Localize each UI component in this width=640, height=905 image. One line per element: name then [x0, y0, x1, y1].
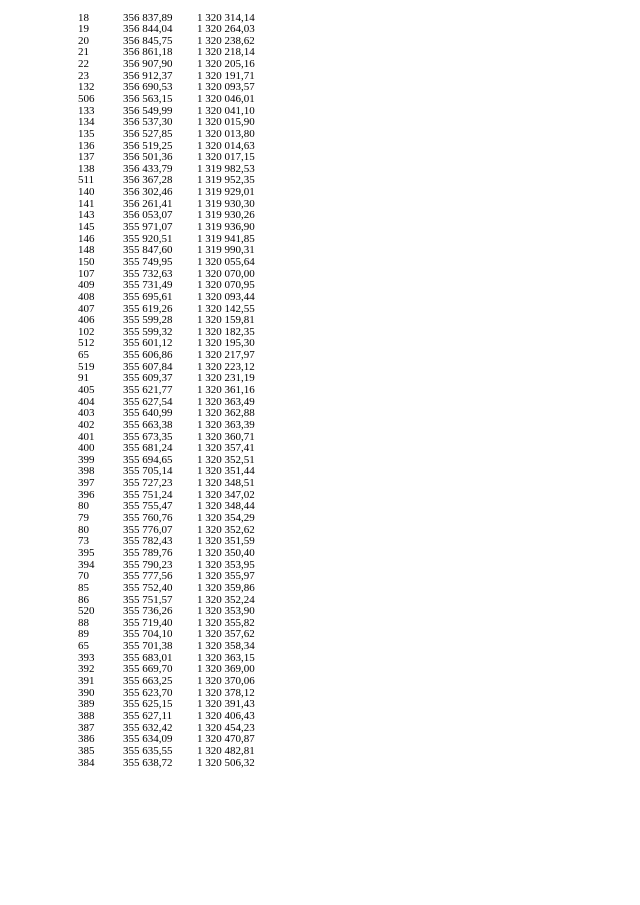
- x-coordinate: 355 751,24: [123, 488, 173, 501]
- table-row: [0, 548, 640, 560]
- table-row: [0, 478, 640, 490]
- x-coordinate: 355 638,72: [123, 756, 173, 769]
- point-number: 73: [78, 535, 89, 548]
- table-row: [0, 304, 640, 316]
- point-number: 140: [78, 186, 95, 199]
- x-coordinate: 355 719,40: [123, 616, 173, 629]
- table-row: [0, 676, 640, 688]
- table-row: [0, 129, 640, 141]
- coordinate-table: [0, 13, 640, 770]
- x-coordinate: 355 619,26: [123, 302, 173, 315]
- y-coordinate: 1 320 264,03: [197, 23, 255, 36]
- y-coordinate: 1 320 015,90: [197, 116, 255, 129]
- x-coordinate: 356 537,30: [123, 116, 173, 129]
- y-coordinate: 1 320 352,62: [197, 523, 255, 536]
- table-row: [0, 245, 640, 257]
- table-row: [0, 187, 640, 199]
- point-number: 409: [78, 279, 95, 292]
- table-row: [0, 141, 640, 153]
- y-coordinate: 1 320 355,82: [197, 616, 255, 629]
- table-row: [0, 350, 640, 362]
- y-coordinate: 1 320 046,01: [197, 92, 255, 105]
- x-coordinate: 355 635,55: [123, 744, 173, 757]
- point-number: 85: [78, 581, 89, 594]
- y-coordinate: 1 320 363,49: [197, 395, 255, 408]
- x-coordinate: 356 519,25: [123, 139, 173, 152]
- x-coordinate: 355 663,38: [123, 418, 173, 431]
- y-coordinate: 1 320 347,02: [197, 488, 255, 501]
- point-number: 397: [78, 477, 95, 490]
- table-row: [0, 315, 640, 327]
- point-number: 91: [78, 372, 89, 385]
- y-coordinate: 1 320 454,23: [197, 721, 255, 734]
- point-number: 88: [78, 616, 89, 629]
- point-number: 102: [78, 325, 95, 338]
- x-coordinate: 355 669,70: [123, 663, 173, 676]
- y-coordinate: 1 320 218,14: [197, 46, 255, 59]
- point-number: 393: [78, 651, 95, 664]
- y-coordinate: 1 320 370,06: [197, 675, 255, 688]
- y-coordinate: 1 320 359,86: [197, 581, 255, 594]
- y-coordinate: 1 320 482,81: [197, 744, 255, 757]
- x-coordinate: 355 752,40: [123, 581, 173, 594]
- x-coordinate: 356 845,75: [123, 34, 173, 47]
- y-coordinate: 1 319 982,53: [197, 162, 255, 175]
- x-coordinate: 355 625,15: [123, 698, 173, 711]
- y-coordinate: 1 320 070,95: [197, 279, 255, 292]
- table-row: [0, 501, 640, 513]
- x-coordinate: 356 907,90: [123, 58, 173, 71]
- point-number: 138: [78, 162, 95, 175]
- x-coordinate: 356 501,36: [123, 151, 173, 164]
- x-coordinate: 355 683,01: [123, 651, 173, 664]
- y-coordinate: 1 320 348,44: [197, 500, 255, 513]
- x-coordinate: 356 690,53: [123, 81, 173, 94]
- x-coordinate: 355 755,47: [123, 500, 173, 513]
- x-coordinate: 355 694,65: [123, 453, 173, 466]
- table-row: [0, 13, 640, 25]
- y-coordinate: 1 320 014,63: [197, 139, 255, 152]
- table-row: [0, 699, 640, 711]
- table-row: [0, 525, 640, 537]
- x-coordinate: 355 681,24: [123, 442, 173, 455]
- x-coordinate: 356 563,15: [123, 92, 173, 105]
- point-number: 392: [78, 663, 95, 676]
- y-coordinate: 1 320 350,40: [197, 546, 255, 559]
- table-row: [0, 420, 640, 432]
- y-coordinate: 1 319 941,85: [197, 232, 255, 245]
- point-number: 146: [78, 232, 95, 245]
- point-number: 396: [78, 488, 95, 501]
- point-number: 395: [78, 546, 95, 559]
- y-coordinate: 1 320 369,00: [197, 663, 255, 676]
- point-number: 389: [78, 698, 95, 711]
- x-coordinate: 356 367,28: [123, 174, 173, 187]
- y-coordinate: 1 319 990,31: [197, 244, 255, 257]
- x-coordinate: 356 912,37: [123, 69, 173, 82]
- table-row: [0, 536, 640, 548]
- y-coordinate: 1 319 952,35: [197, 174, 255, 187]
- point-number: 150: [78, 255, 95, 268]
- point-number: 18: [78, 11, 89, 24]
- x-coordinate: 355 727,23: [123, 477, 173, 490]
- y-coordinate: 1 320 362,88: [197, 407, 255, 420]
- y-coordinate: 1 319 930,26: [197, 209, 255, 222]
- y-coordinate: 1 320 391,43: [197, 698, 255, 711]
- table-row: [0, 373, 640, 385]
- table-row: [0, 47, 640, 59]
- table-row: [0, 175, 640, 187]
- table-row: [0, 513, 640, 525]
- table-row: [0, 455, 640, 467]
- table-row: [0, 734, 640, 746]
- point-number: 134: [78, 116, 95, 129]
- point-number: 107: [78, 267, 95, 280]
- table-row: [0, 257, 640, 269]
- table-row: [0, 571, 640, 583]
- y-coordinate: 1 320 013,80: [197, 127, 255, 140]
- y-coordinate: 1 320 159,81: [197, 314, 255, 327]
- x-coordinate: 355 701,38: [123, 640, 173, 653]
- table-row: [0, 443, 640, 455]
- x-coordinate: 356 861,18: [123, 46, 173, 59]
- x-coordinate: 355 623,70: [123, 686, 173, 699]
- x-coordinate: 355 606,86: [123, 349, 173, 362]
- point-number: 141: [78, 197, 95, 210]
- point-number: 19: [78, 23, 89, 36]
- table-row: [0, 24, 640, 36]
- x-coordinate: 356 844,04: [123, 23, 173, 36]
- x-coordinate: 356 261,41: [123, 197, 173, 210]
- point-number: 390: [78, 686, 95, 699]
- x-coordinate: 355 609,37: [123, 372, 173, 385]
- y-coordinate: 1 320 361,16: [197, 384, 255, 396]
- point-number: 407: [78, 302, 95, 315]
- point-number: 401: [78, 430, 95, 443]
- table-row: [0, 164, 640, 176]
- table-row: [0, 629, 640, 641]
- x-coordinate: 355 790,23: [123, 558, 173, 571]
- x-coordinate: 355 732,63: [123, 267, 173, 280]
- table-row: [0, 106, 640, 118]
- table-row: [0, 595, 640, 607]
- table-row: [0, 606, 640, 618]
- y-coordinate: 1 320 348,51: [197, 477, 255, 490]
- point-number: 79: [78, 512, 89, 525]
- point-number: 65: [78, 640, 89, 653]
- point-number: 394: [78, 558, 95, 571]
- x-coordinate: 355 920,51: [123, 232, 173, 245]
- x-coordinate: 356 433,79: [123, 162, 173, 175]
- y-coordinate: 1 320 353,90: [197, 605, 255, 618]
- point-number: 512: [78, 337, 95, 350]
- y-coordinate: 1 320 352,24: [197, 593, 255, 606]
- x-coordinate: 355 627,11: [123, 709, 173, 722]
- x-coordinate: 355 640,99: [123, 407, 173, 420]
- point-number: 402: [78, 418, 95, 431]
- point-number: 137: [78, 151, 95, 164]
- point-number: 404: [78, 395, 95, 408]
- x-coordinate: 355 751,57: [123, 593, 173, 606]
- point-number: 520: [78, 605, 95, 618]
- y-coordinate: 1 320 360,71: [197, 430, 255, 443]
- x-coordinate: 356 302,46: [123, 186, 173, 199]
- table-row: [0, 152, 640, 164]
- table-row: [0, 664, 640, 676]
- table-row: [0, 269, 640, 281]
- table-row: [0, 688, 640, 700]
- point-number: 143: [78, 209, 95, 222]
- y-coordinate: 1 320 238,62: [197, 34, 255, 47]
- table-row: [0, 94, 640, 106]
- y-coordinate: 1 320 355,97: [197, 570, 255, 583]
- point-number: 135: [78, 127, 95, 140]
- x-coordinate: 355 663,25: [123, 675, 173, 688]
- y-coordinate: 1 320 470,87: [197, 733, 255, 746]
- point-number: 70: [78, 570, 89, 583]
- y-coordinate: 1 320 017,15: [197, 151, 255, 164]
- table-row: [0, 560, 640, 572]
- point-number: 398: [78, 465, 95, 478]
- y-coordinate: 1 320 351,59: [197, 535, 255, 548]
- y-coordinate: 1 320 357,62: [197, 628, 255, 641]
- table-row: [0, 618, 640, 630]
- y-coordinate: 1 319 929,01: [197, 186, 255, 199]
- point-number: 132: [78, 81, 95, 94]
- table-row: [0, 397, 640, 409]
- table-row: [0, 210, 640, 222]
- point-number: 89: [78, 628, 89, 641]
- point-number: 65: [78, 349, 89, 362]
- table-row: [0, 408, 640, 420]
- y-coordinate: 1 320 506,32: [197, 756, 255, 769]
- x-coordinate: 355 847,60: [123, 244, 173, 257]
- x-coordinate: 355 736,26: [123, 605, 173, 618]
- y-coordinate: 1 320 041,10: [197, 104, 255, 117]
- x-coordinate: 355 704,10: [123, 628, 173, 641]
- point-number: 519: [78, 360, 95, 373]
- table-row: [0, 82, 640, 94]
- y-coordinate: 1 320 217,97: [197, 349, 255, 362]
- point-number: 511: [78, 174, 95, 187]
- point-number: 506: [78, 92, 95, 105]
- point-number: 133: [78, 104, 95, 117]
- x-coordinate: 355 634,09: [123, 733, 173, 746]
- x-coordinate: 355 695,61: [123, 290, 173, 303]
- y-coordinate: 1 320 378,12: [197, 686, 255, 699]
- point-number: 385: [78, 744, 95, 757]
- table-row: [0, 338, 640, 350]
- x-coordinate: 355 782,43: [123, 535, 173, 548]
- x-coordinate: 356 053,07: [123, 209, 173, 222]
- table-row: [0, 292, 640, 304]
- table-row: [0, 466, 640, 478]
- y-coordinate: 1 320 357,41: [197, 442, 255, 455]
- y-coordinate: 1 320 142,55: [197, 302, 255, 315]
- y-coordinate: 1 320 358,34: [197, 640, 255, 653]
- x-coordinate: 355 607,84: [123, 360, 173, 373]
- point-number: 384: [78, 756, 95, 769]
- x-coordinate: 355 776,07: [123, 523, 173, 536]
- point-number: 148: [78, 244, 95, 257]
- table-row: [0, 59, 640, 71]
- x-coordinate: 355 621,77: [123, 384, 173, 396]
- table-row: [0, 746, 640, 758]
- point-number: 23: [78, 69, 89, 82]
- point-number: 22: [78, 58, 89, 71]
- point-number: 400: [78, 442, 95, 455]
- x-coordinate: 355 599,32: [123, 325, 173, 338]
- y-coordinate: 1 320 070,00: [197, 267, 255, 280]
- x-coordinate: 355 705,14: [123, 465, 173, 478]
- table-row: [0, 711, 640, 723]
- point-number: 21: [78, 46, 89, 59]
- point-number: 406: [78, 314, 95, 327]
- table-row: [0, 234, 640, 246]
- table-row: [0, 117, 640, 129]
- point-number: 80: [78, 500, 89, 513]
- point-number: 386: [78, 733, 95, 746]
- y-coordinate: 1 319 930,30: [197, 197, 255, 210]
- table-row: [0, 222, 640, 234]
- x-coordinate: 355 789,76: [123, 546, 173, 559]
- x-coordinate: 355 760,76: [123, 512, 173, 525]
- point-number: 86: [78, 593, 89, 606]
- y-coordinate: 1 320 353,95: [197, 558, 255, 571]
- table-row: [0, 385, 640, 397]
- table-row: [0, 583, 640, 595]
- point-number: 405: [78, 384, 95, 396]
- point-number: 399: [78, 453, 95, 466]
- table-row: [0, 71, 640, 83]
- table-row: [0, 362, 640, 374]
- y-coordinate: 1 320 093,57: [197, 81, 255, 94]
- y-coordinate: 1 320 314,14: [197, 11, 255, 24]
- table-row: [0, 432, 640, 444]
- x-coordinate: 356 837,89: [123, 11, 173, 24]
- y-coordinate: 1 320 352,51: [197, 453, 255, 466]
- point-number: 391: [78, 675, 95, 688]
- x-coordinate: 355 632,42: [123, 721, 173, 734]
- x-coordinate: 355 777,56: [123, 570, 173, 583]
- y-coordinate: 1 319 936,90: [197, 221, 255, 234]
- point-number: 136: [78, 139, 95, 152]
- y-coordinate: 1 320 363,15: [197, 651, 255, 664]
- x-coordinate: 355 601,12: [123, 337, 173, 350]
- table-row: [0, 280, 640, 292]
- table-row: [0, 641, 640, 653]
- x-coordinate: 355 673,35: [123, 430, 173, 443]
- table-row: [0, 199, 640, 211]
- table-row: [0, 653, 640, 665]
- y-coordinate: 1 320 205,16: [197, 58, 255, 71]
- x-coordinate: 356 527,85: [123, 127, 173, 140]
- x-coordinate: 355 731,49: [123, 279, 173, 292]
- point-number: 80: [78, 523, 89, 536]
- y-coordinate: 1 320 406,43: [197, 709, 255, 722]
- x-coordinate: 355 749,95: [123, 255, 173, 268]
- point-number: 408: [78, 290, 95, 303]
- y-coordinate: 1 320 182,35: [197, 325, 255, 338]
- y-coordinate: 1 320 093,44: [197, 290, 255, 303]
- point-number: 403: [78, 407, 95, 420]
- y-coordinate: 1 320 223,12: [197, 360, 255, 373]
- x-coordinate: 355 627,54: [123, 395, 173, 408]
- y-coordinate: 1 320 351,44: [197, 465, 255, 478]
- y-coordinate: 1 320 191,71: [197, 69, 255, 82]
- point-number: 20: [78, 34, 89, 47]
- y-coordinate: 1 320 231,19: [197, 372, 255, 385]
- point-number: 388: [78, 709, 95, 722]
- y-coordinate: 1 320 195,30: [197, 337, 255, 350]
- x-coordinate: 356 549,99: [123, 104, 173, 117]
- table-row: [0, 327, 640, 339]
- y-coordinate: 1 320 354,29: [197, 512, 255, 525]
- table-row: [0, 723, 640, 735]
- x-coordinate: 355 971,07: [123, 221, 173, 234]
- point-number: 387: [78, 721, 95, 734]
- point-number: 145: [78, 221, 95, 234]
- table-row: [0, 36, 640, 48]
- y-coordinate: 1 320 363,39: [197, 418, 255, 431]
- table-row: [0, 758, 640, 770]
- y-coordinate: 1 320 055,64: [197, 255, 255, 268]
- x-coordinate: 355 599,28: [123, 314, 173, 327]
- table-row: [0, 490, 640, 502]
